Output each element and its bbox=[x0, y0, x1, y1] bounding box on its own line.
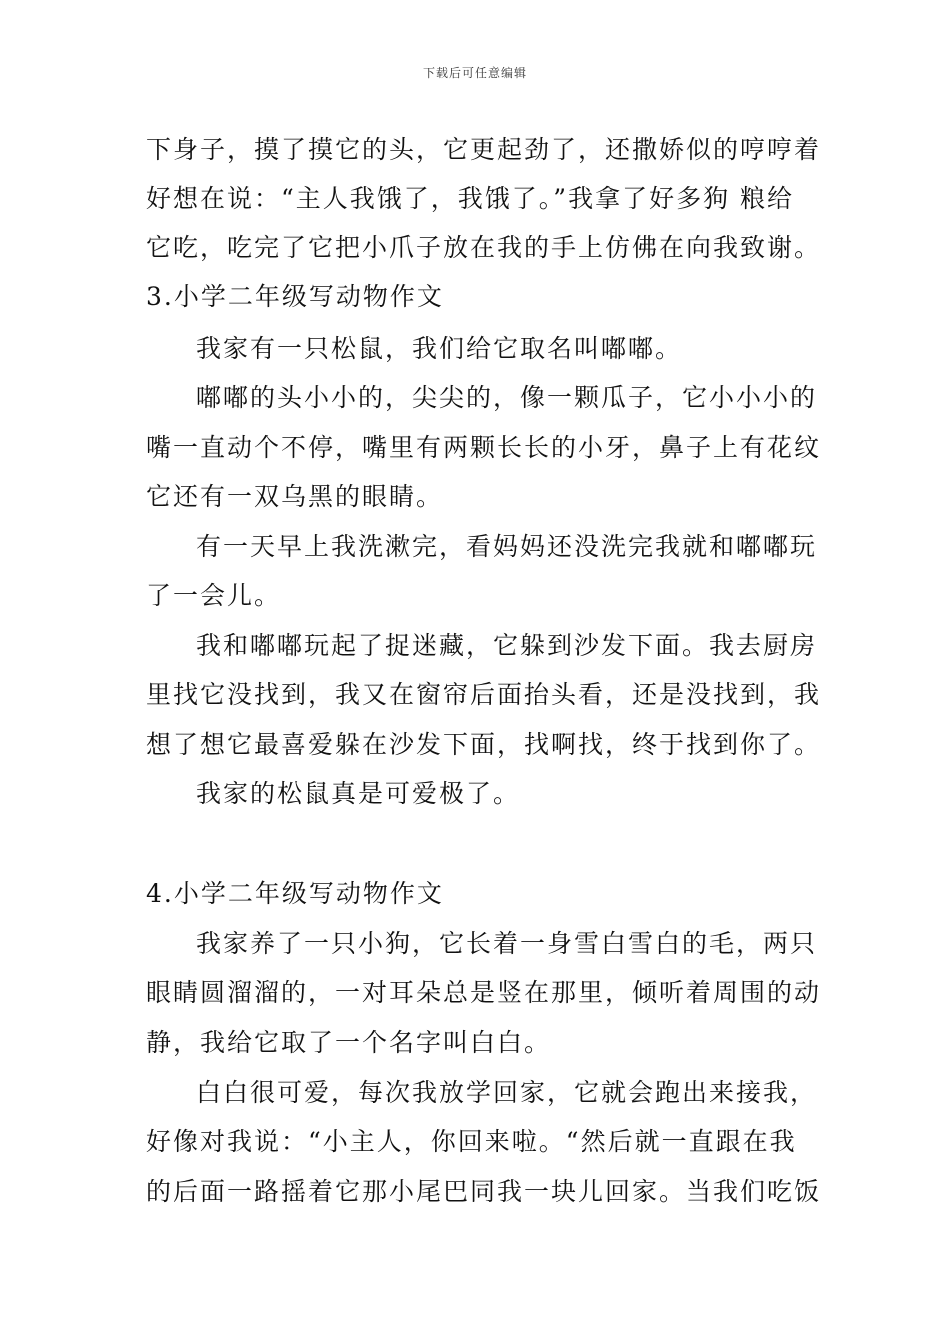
text-line: 我家养了一只小狗，它长着一身雪白雪白的毛，两只 bbox=[196, 929, 818, 958]
text-line: 好想在说：“主人我饿了，我饿了。”我拿了好多狗 粮给 bbox=[146, 184, 795, 213]
text-line: 我家的松鼠真是可爱极了。 bbox=[196, 779, 521, 808]
text-line: 静，我给它取了一个名字叫白白。 bbox=[146, 1028, 552, 1057]
text-line: 有一天早上我洗漱完，看妈妈还没洗完我就和嘟嘟玩 bbox=[196, 532, 818, 561]
text-line: 里找它没找到，我又在窗帘后面抬头看，还是没找到，我 bbox=[146, 680, 822, 709]
text-line: 它吃，吃完了它把小爪子放在我的手上仿佛在向我致谢。 bbox=[146, 233, 822, 262]
text-line: 嘴一直动个不停，嘴里有两颗长长的小牙，鼻子上有花纹 bbox=[146, 433, 822, 462]
text-line: 嘟嘟的头小小的，尖尖的，像一颗瓜子，它小小小的 bbox=[196, 383, 818, 412]
text-line: 我家有一只松鼠，我们给它取名叫嘟嘟。 bbox=[196, 334, 683, 363]
text-line: 了一会儿。 bbox=[146, 581, 282, 610]
text-line: 我和嘟嘟玩起了捉迷藏，它躲到沙发下面。我去厨房 bbox=[196, 631, 818, 660]
text-line: 白白很可爱，每次我放学回家，它就会跑出来接我， bbox=[196, 1078, 818, 1107]
text-line: 它还有一双乌黑的眼睛。 bbox=[146, 482, 444, 511]
text-line: 的后面一路摇着它那小尾巴同我一块儿回家。当我们吃饭 bbox=[146, 1177, 822, 1206]
section-heading: 4.小学二年级写动物作文 bbox=[146, 879, 444, 908]
text-line: 眼睛圆溜溜的，一对耳朵总是竖在那里，倾听着周围的动 bbox=[146, 978, 822, 1007]
section-heading: 3.小学二年级写动物作文 bbox=[146, 282, 444, 311]
text-line: 好像对我说：“小主人，你回来啦。“然后就一直跟在我 bbox=[146, 1127, 797, 1156]
page-header: 下载后可任意编辑 bbox=[422, 66, 527, 80]
text-line: 想了想它最喜爱躲在沙发下面，找啊找，终于找到你了。 bbox=[146, 730, 822, 759]
text-line: 下身子，摸了摸它的头，它更起劲了，还撒娇似的哼哼着 bbox=[146, 135, 822, 164]
